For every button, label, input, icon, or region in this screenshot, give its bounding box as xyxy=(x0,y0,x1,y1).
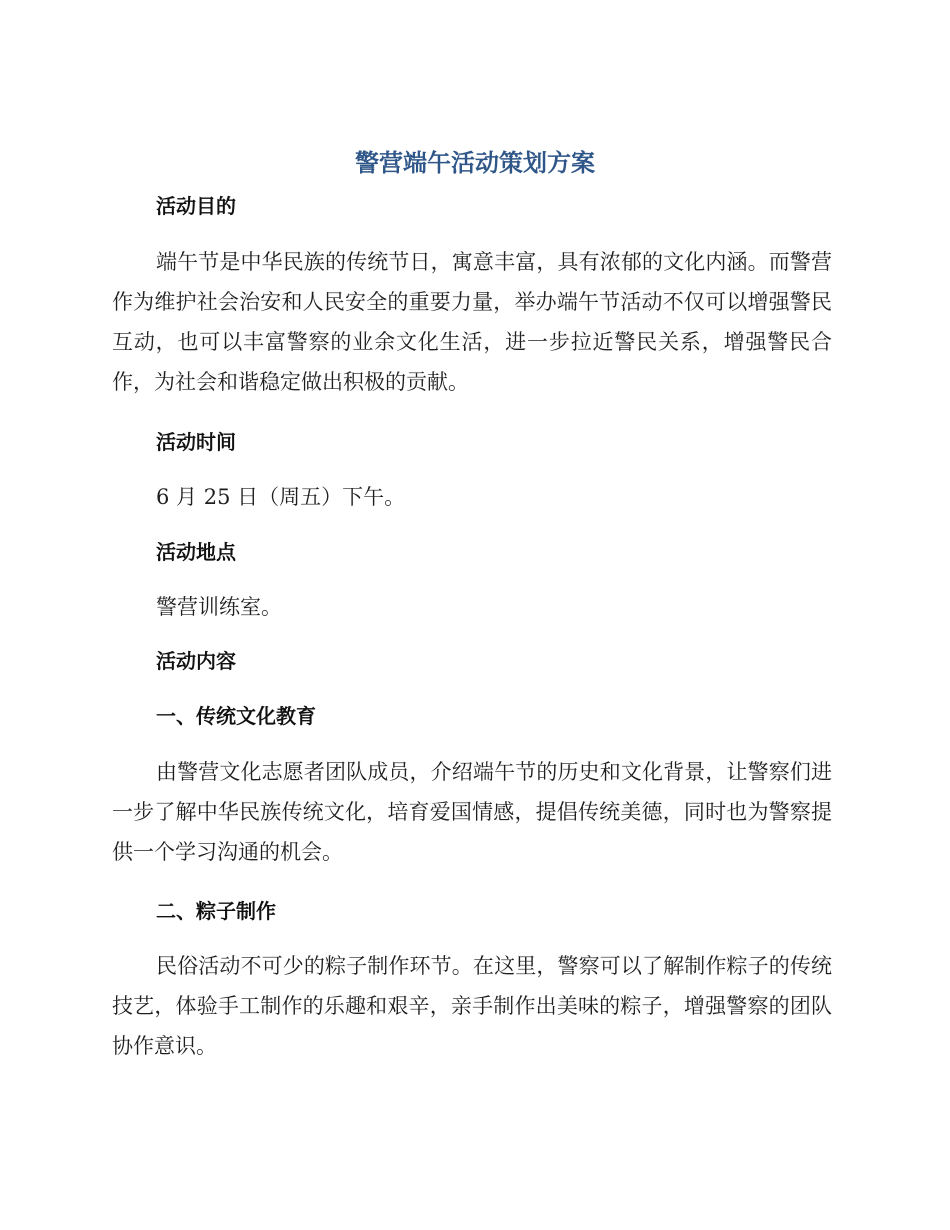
document-title: 警营端午活动策划方案 xyxy=(355,149,595,177)
paragraph-purpose: 端午节是中华民族的传统节日，寓意丰富，具有浓郁的文化内涵。而警营作为维护社会治安和人民安全的重要力量，举办端午节活动不仅可以增强警民互动，也可以丰富警察的业余文化生活，进一步拉近警民关系，增强警民合作，为社会和谐稳定做出积极的贡献。 xyxy=(112,250,832,394)
section-heading-location: 活动地点 xyxy=(156,540,236,564)
paragraph-location: 警营训练室。 xyxy=(156,595,282,619)
section-heading-purpose: 活动目的 xyxy=(156,194,236,218)
paragraph-zongzi: 民俗活动不可少的粽子制作环节。在这里，警察可以了解制作粽子的传统技艺，体验手工制作的乐趣和艰辛，亲手制作出美味的粽子，增强警察的团队协作意识。 xyxy=(112,954,832,1058)
subsection-heading-culture: 一、传统文化教育 xyxy=(156,704,316,728)
section-heading-content: 活动内容 xyxy=(156,649,236,673)
subsection-heading-zongzi: 二、粽子制作 xyxy=(156,899,276,923)
section-heading-time: 活动时间 xyxy=(156,430,236,454)
paragraph-culture: 由警营文化志愿者团队成员，介绍端午节的历史和文化背景，让警察们进一步了解中华民族传统文化，培育爱国情感，提倡传统美德，同时也为警察提供一个学习沟通的机会。 xyxy=(112,760,832,864)
paragraph-time: 6 月 25 日（周五）下午。 xyxy=(156,485,406,509)
